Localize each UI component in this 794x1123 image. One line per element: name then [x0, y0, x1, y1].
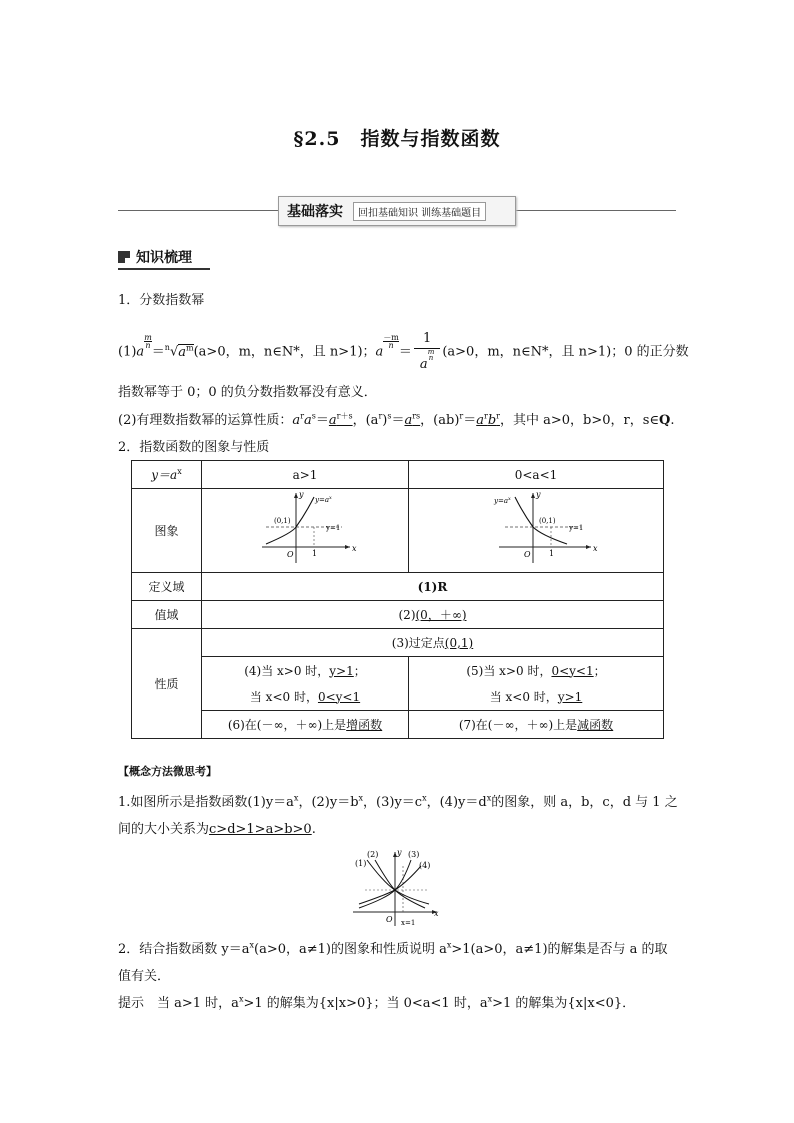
- q1-line2-text: 间的大小关系为: [118, 822, 210, 837]
- fig-label-2: (2): [367, 850, 379, 859]
- q1-answer: c>d>1>a>b>0: [209, 822, 312, 837]
- y1-label-2: y=1: [569, 524, 584, 532]
- curve-label: [314, 495, 332, 504]
- fig-label-1: (1): [355, 859, 367, 868]
- r3-r: r: [459, 411, 464, 421]
- curve-label-exp-2: x: [508, 496, 511, 502]
- th-a-lt-1: 0<a<1: [409, 461, 664, 489]
- graph-increasing: [202, 489, 408, 569]
- r1-a2: a: [304, 413, 312, 428]
- th-function: [132, 461, 202, 489]
- r2-eq: ＝: [391, 413, 405, 428]
- hint-line: [118, 992, 635, 1011]
- frac-den-base: a: [419, 357, 428, 372]
- one-label-2: 1: [549, 549, 555, 558]
- row-range-label: 值域: [132, 601, 202, 629]
- r1-eq: ＝: [315, 413, 329, 428]
- banner-sub-label: 回扣基础知识 训练基础题目: [353, 202, 486, 221]
- r2-r: r: [378, 411, 383, 421]
- banner-left-rule: [118, 210, 278, 211]
- root-index: n: [164, 343, 170, 353]
- radicand-exp: m: [186, 343, 194, 353]
- q1-line2: [118, 818, 316, 837]
- q1-a: 1.如图所示是指数函数(1)y＝a: [118, 795, 294, 810]
- fixed-point: [202, 629, 664, 657]
- p7: (7)在(－∞，＋∞)上是: [458, 718, 578, 732]
- prop-6: [202, 711, 409, 739]
- s2-heading: 2．指数函数的图象与性质: [118, 440, 270, 455]
- r1-r: r: [300, 411, 305, 421]
- rationals-symbol: Q: [659, 413, 671, 428]
- y-axis-arrow: [294, 493, 298, 498]
- frac-den-exp-den: n: [428, 354, 434, 362]
- y-label: y: [299, 490, 304, 499]
- fig-label-x: x: [434, 909, 439, 918]
- hint-a: 提示 当 a>1 时，a: [118, 996, 239, 1011]
- q1-line1: [118, 791, 678, 810]
- r2-a: ，(a: [352, 413, 379, 428]
- th-function-text: y＝a: [151, 468, 178, 482]
- range-prefix: (2): [398, 608, 416, 622]
- frac-den-exp: [428, 349, 435, 361]
- q2-b: (a>0，a≠1)的图象和性质说明 a: [254, 942, 447, 957]
- r3-eq: ＝: [463, 413, 477, 428]
- exp-frac: [144, 334, 152, 349]
- p4b: 当 x<0 时，: [249, 689, 318, 704]
- eq-sign: ＝: [151, 344, 165, 360]
- prop-5: (5)当 x>0 时，0<y<1； 当 x<0 时，y>1: [409, 657, 664, 711]
- banner-main-label: 基础落实: [287, 204, 343, 220]
- p5b-answer: y>1: [557, 689, 583, 704]
- banner-right-rule: [516, 210, 676, 211]
- q2-line2: 值有关．: [118, 969, 171, 984]
- think-tag: 【概念方法微思考】: [118, 765, 217, 778]
- p7-answer: 减函数: [577, 718, 614, 732]
- origin-label: O: [287, 550, 294, 559]
- fig-label-4: (4): [419, 861, 431, 870]
- r3-ab: ，(ab): [420, 413, 460, 428]
- s1-heading: 1．分数指数幂: [118, 293, 205, 308]
- q1-c-exp: x: [422, 793, 427, 803]
- x-label-2: x: [593, 544, 598, 553]
- p4a: (4)当 x>0 时，: [244, 663, 330, 678]
- th-function-sup: x: [177, 467, 182, 476]
- fig-label-y: y: [397, 848, 402, 857]
- p5a-answer: 0<y<1: [551, 663, 594, 678]
- domain-value: [202, 573, 664, 601]
- formula-prefix: (1): [118, 344, 137, 360]
- curve-label-base: y=a: [315, 496, 329, 504]
- q2-b-exp: x: [446, 940, 452, 950]
- q1-e: 的图象，则 a，b，c，d 与 1 之: [491, 795, 678, 810]
- q2-line1: [118, 938, 668, 957]
- point-label-2: (0,1): [539, 517, 556, 525]
- radicand: a: [178, 344, 187, 360]
- prop-4: (4)当 x>0 时，y>1； 当 x<0 时，0<y<1: [202, 657, 409, 711]
- fig-label-3: (3): [408, 850, 420, 859]
- graph-increasing-cell: [202, 489, 409, 573]
- square-bullet-icon: [118, 251, 130, 263]
- y-axis-arrow-2: [531, 493, 535, 498]
- r2-res: a: [404, 413, 413, 428]
- one-label: 1: [312, 549, 318, 558]
- exp-num: m: [144, 332, 152, 342]
- p6: (6)在(－∞，＋∞)上是: [227, 718, 347, 732]
- y-label-2: y: [536, 490, 541, 499]
- r3-res-a: a: [476, 413, 484, 428]
- q1-b: ，(2)y＝b: [298, 795, 359, 810]
- graph-decreasing: [409, 489, 663, 569]
- formula-base-2: a: [375, 344, 384, 360]
- curve-label-base-2: y=a: [494, 497, 508, 505]
- x-axis-arrow: [345, 545, 350, 549]
- frac-num: 1: [422, 331, 432, 346]
- frac-den-exp-num: m: [427, 348, 435, 356]
- page-title: §2.5 指数与指数函数: [293, 128, 501, 150]
- q2-a-exp: x: [249, 940, 255, 950]
- p6-answer: 增函数: [346, 718, 383, 732]
- curve-label-exp: x: [329, 495, 332, 501]
- q2-c: >1(a>0，a≠1)的解集是否与 a 的取: [451, 942, 668, 957]
- formula-base: a: [136, 344, 145, 360]
- range-value: [202, 601, 664, 629]
- hint-b-exp: x: [487, 994, 493, 1004]
- r2-res-sup: rs: [412, 411, 421, 421]
- frac-one-over: [414, 330, 440, 374]
- r1-a: a: [292, 413, 301, 428]
- fig-label-x1: x=1: [401, 919, 416, 927]
- curve-label-2: [493, 496, 511, 505]
- x-label: x: [352, 544, 357, 553]
- domain-value-text: (1)R: [417, 579, 448, 594]
- section-underline: [118, 268, 210, 270]
- row-domain-label: 定义域: [132, 573, 202, 601]
- fig-label-o: O: [386, 915, 393, 924]
- q1-a-exp: x: [293, 793, 299, 803]
- q1-c: ，(3)y＝c: [363, 795, 423, 810]
- exp-function-table: [131, 460, 664, 739]
- neg-exp-num: －m: [383, 332, 399, 342]
- p4b-answer: 0<y<1: [317, 689, 361, 704]
- r3-res-b: b: [487, 413, 497, 428]
- section-heading-label: 知识梳理: [136, 250, 192, 266]
- s1-formula-line: $(1)a\frac{m}{n}$ $=^n√a^m(a>0$，m，n∈N*，且 n>1)；$a\frac{-m}{n}$ ＝1 am n (a>0，m，n∈N*，且 n>1)；0 的正分数: [118, 331, 689, 372]
- hint-c: >1 的解集为{x|x<0}．: [492, 996, 636, 1011]
- prop-7: [409, 711, 664, 739]
- q2-a: 2．结合指数函数 y＝a: [118, 942, 250, 957]
- neg-exp-den: n: [388, 340, 394, 350]
- graph-decreasing-cell: [409, 489, 664, 573]
- four-curves-figure: [345, 846, 445, 930]
- y1-label: y=1: [326, 524, 341, 532]
- r2-close: ): [382, 413, 388, 428]
- q1-end: .: [311, 822, 316, 837]
- p5a: (5)当 x>0 时，: [466, 663, 552, 678]
- section-heading: [118, 247, 192, 267]
- section-banner: [278, 196, 516, 226]
- fixed-prefix: (3)过定点: [391, 636, 445, 650]
- cond2: (a>0，m，n∈N*，且 n>1)；0 的正分数: [442, 344, 689, 360]
- r1-s: s: [311, 411, 316, 421]
- q1-d-exp: x: [486, 793, 492, 803]
- p5b: 当 x<0 时，: [489, 689, 558, 704]
- hint-b: >1 的解集为{x|x>0}；当 0<a<1 时，a: [243, 996, 488, 1011]
- q1-b-exp: x: [358, 793, 364, 803]
- x-axis-arrow-2: [586, 545, 591, 549]
- r3-res-r: r: [484, 411, 488, 421]
- neg-exp-frac: [383, 334, 399, 349]
- origin-label-2: O: [524, 550, 531, 559]
- exp-den: n: [145, 340, 151, 350]
- s1-line2: 指数幂等于 0；0 的负分数指数幂没有意义．: [118, 385, 377, 400]
- r1-res-sup: r＋s: [336, 411, 353, 421]
- eq-sign-2: ＝: [398, 344, 412, 360]
- row-image-label: 图象: [132, 489, 202, 573]
- fixed-answer: (0,1): [444, 636, 474, 650]
- range-answer: (0，＋∞): [415, 608, 467, 622]
- rule-intro: (2)有理数指数幂的运算性质：: [118, 413, 293, 428]
- point-label: (0,1): [274, 517, 291, 525]
- s1-line3: (2)有理数指数幂的运算性质：$a^ra^s=a^{r+s}$，$(a^r)^s=a^{rs}$，$(ab)^r=a^rb^r$，其中 a>0，b>0，r，s∈Q.: [118, 411, 675, 428]
- row-prop-label: 性质: [132, 629, 202, 739]
- th-a-gt-1: a>1: [202, 461, 409, 489]
- hint-a-exp: x: [238, 994, 244, 1004]
- r3-res-r2: r: [496, 411, 500, 421]
- q1-d: ，(4)y＝d: [426, 795, 487, 810]
- r1-res: a: [328, 413, 337, 428]
- r2-s: s: [387, 411, 392, 421]
- rule-cond: ，其中 a>0，b>0，r，s∈: [499, 413, 660, 428]
- p4a-answer: y>1: [329, 663, 354, 678]
- cond1: (a>0，m，n∈N*，且 n>1)；: [193, 344, 376, 360]
